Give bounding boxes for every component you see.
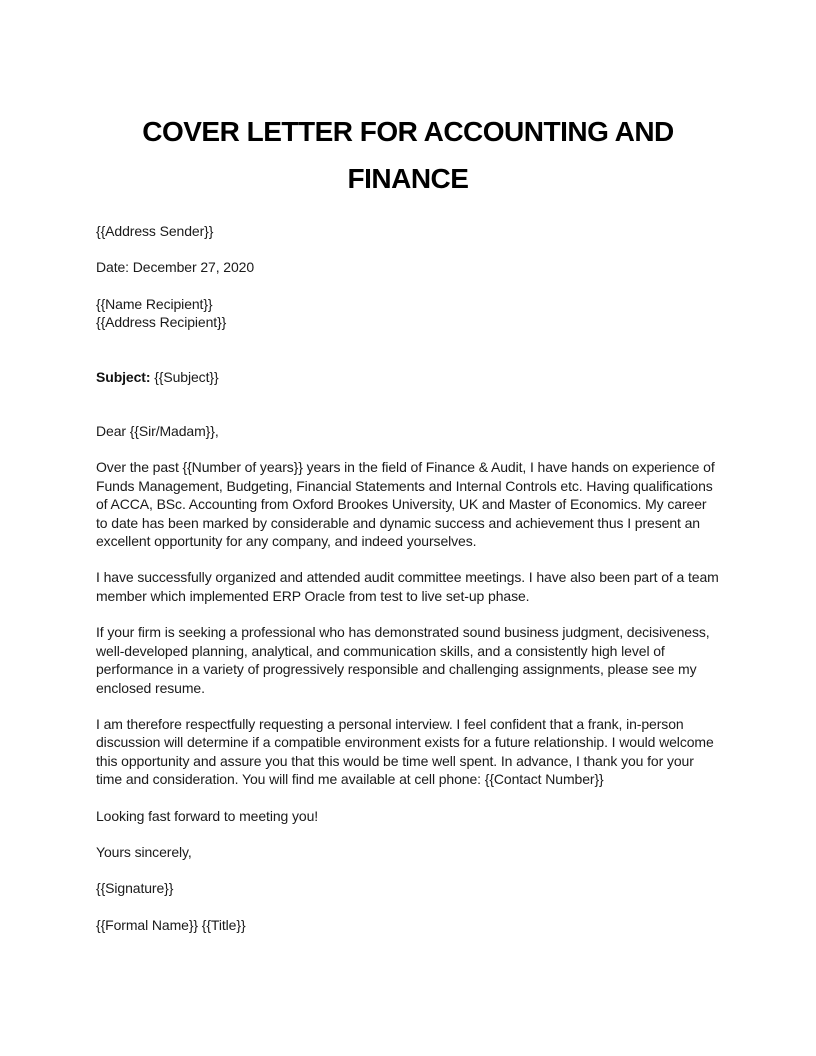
- recipient-address-placeholder: {{Address Recipient}}: [96, 314, 227, 331]
- body-paragraph: If your firm is seeking a professional who has demonstrated sound business judgment, decisiveness, well-developed planning, analytical, and communication skills, and a consistently high level of performance in a variety of progressively responsible and challenging assignments, please see my enclosed resume.: [96, 624, 710, 696]
- recipient-block: [96, 295, 720, 332]
- sender-address-placeholder: {{Address Sender}}: [96, 223, 214, 239]
- body-paragraph: I am therefore respectfully requesting a personal interview. I feel confident that a frank, in-person discussion will determine if a compatible environment exists for a future relationship. I would welcome this opportunity and assure you that this would be time well spent. In advance, I thank you for your time and consideration. You will find me available at cell phone: {{Contact Number}}: [96, 715, 714, 788]
- subject-line: [96, 368, 720, 386]
- subject-value: {{Subject}}: [150, 368, 219, 385]
- date-line: Date: December 27, 2020: [96, 259, 255, 276]
- letter-title: COVER LETTER FOR ACCOUNTING AND FINANCE: [142, 116, 674, 194]
- recipient-name-placeholder: {{Name Recipient}}: [96, 295, 213, 312]
- body-paragraph: I have successfully organized and attended audit committee meetings. I have also been part of a team member which implemented ERP Oracle from test to live set-up phase.: [96, 569, 719, 604]
- subject-label: Subject:: [96, 368, 151, 385]
- body-paragraph: Over the past {{Number of years}} years in the field of Finance & Audit, I have hands on experience of Funds Management, Budgeting, Financial Statements and Internal Controls etc. Having qualifications of ACCA, BSc. Accounting from Oxford Brookes University, UK and Master of Economics. My career to date has been marked by considerable and dynamic success and achievement thus I present an excellent opportunity for any company, and indeed yourselves.: [96, 459, 715, 550]
- looking-forward-line: Looking fast forward to meeting you!: [96, 807, 319, 824]
- signature-placeholder: {{Signature}}: [96, 880, 174, 897]
- salutation: Dear {{Sir/Madam}},: [96, 423, 219, 440]
- valediction: Yours sincerely,: [96, 843, 192, 860]
- formal-name-title-placeholder: {{Formal Name}} {{Title}}: [96, 916, 246, 933]
